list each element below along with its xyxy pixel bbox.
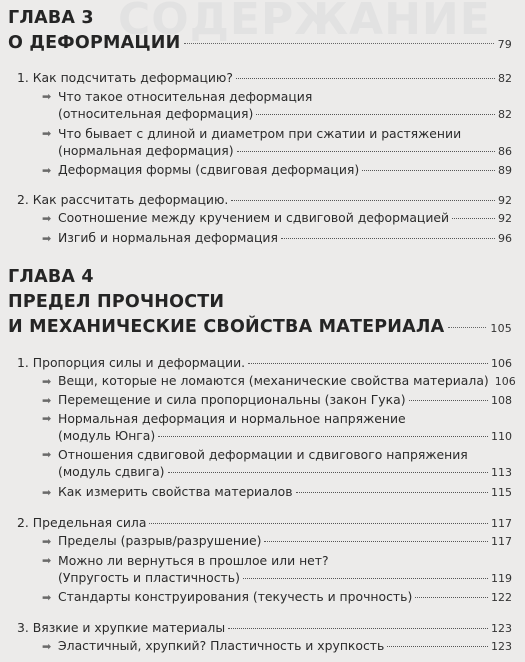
section-title: 3. Вязкие и хрупкие материалы (17, 620, 226, 635)
item-text-line2: (модуль Юнга) (58, 428, 156, 443)
dot-leader (256, 114, 495, 115)
arrow-right-icon: ➡ (42, 212, 52, 225)
dot-leader (231, 200, 495, 201)
arrow-right-icon: ➡ (42, 486, 52, 499)
dot-leader (281, 238, 495, 239)
dot-leader (248, 363, 488, 364)
toc-item[interactable] (42, 210, 512, 227)
item-text: Пределы (разрыв/разрушение) (58, 533, 262, 548)
item-text-line2: (Упругость и пластичность) (58, 570, 240, 585)
arrow-right-icon: ➡ (42, 448, 52, 461)
item-text: Соотношение между кручением и сдвиговой деформацией (58, 210, 450, 225)
section-title: 2. Предельная сила (17, 515, 147, 530)
dot-leader (243, 578, 488, 579)
toc-section[interactable] (17, 620, 512, 637)
arrow-right-icon: ➡ (42, 591, 52, 604)
toc-item[interactable] (42, 446, 512, 481)
section-page: 92 (498, 194, 512, 207)
arrow-right-icon: ➡ (42, 232, 52, 245)
item-text: Деформация формы (сдвиговая деформация) (58, 162, 360, 177)
section-page: 82 (498, 72, 512, 85)
item-text: Как измерить свойства материалов (58, 484, 293, 499)
toc-item[interactable] (42, 552, 512, 587)
item-text: Эластичный, хрупкий? Пластичность и хрупкость (58, 638, 385, 653)
arrow-right-icon: ➡ (42, 554, 52, 567)
item-text-line1: Нормальная деформация и нормальное напряжение (58, 411, 406, 426)
item-page: 122 (491, 591, 512, 604)
chapter-4-title-line2: И МЕХАНИЧЕСКИЕ СВОЙСТВА МАТЕРИАЛА (8, 317, 445, 337)
background-heading: СОДЕРЖАНИЕ (118, 0, 491, 45)
section-page: 123 (491, 622, 512, 635)
item-page: 96 (498, 232, 512, 245)
item-text-line2: (нормальная деформация) (58, 143, 234, 158)
chapter-3-label: ГЛАВА 3 (8, 8, 94, 28)
dot-leader (409, 400, 488, 401)
arrow-right-icon: ➡ (42, 375, 52, 388)
item-text: Стандарты конструирования (текучесть и прочность) (58, 589, 413, 604)
item-text-line2: (модуль сдвига) (58, 464, 165, 479)
toc-item[interactable] (42, 373, 516, 390)
item-text-line1: Отношения сдвиговой деформации и сдвигового напряжения (58, 447, 468, 462)
dot-leader (228, 628, 488, 629)
arrow-right-icon: ➡ (42, 535, 52, 548)
dot-leader (184, 43, 493, 44)
toc-item[interactable] (42, 162, 512, 179)
dot-leader (362, 170, 495, 171)
arrow-right-icon: ➡ (42, 640, 52, 653)
item-page: 92 (498, 212, 512, 225)
arrow-right-icon: ➡ (42, 90, 52, 103)
dot-leader (415, 597, 488, 598)
dot-leader (149, 523, 488, 524)
item-page: 86 (498, 145, 512, 158)
toc-item[interactable] (42, 125, 512, 160)
chapter-3-heading (8, 6, 512, 57)
toc-item[interactable] (42, 484, 512, 501)
toc-item[interactable] (42, 533, 512, 550)
item-page: 113 (491, 466, 512, 479)
toc-item[interactable] (42, 392, 512, 409)
toc-item[interactable] (42, 410, 512, 445)
chapter-4-label: ГЛАВА 4 (8, 267, 94, 287)
chapter-4-title-line1: ПРЕДЕЛ ПРОЧНОСТИ (8, 292, 225, 312)
item-text-line1: Что такое относительная деформация (58, 89, 313, 104)
toc-item[interactable] (42, 88, 512, 123)
toc-item[interactable] (42, 589, 512, 606)
item-text-line1: Можно ли вернуться в прошлое или нет? (58, 553, 329, 568)
item-text-line1: Что бывает с длиной и диаметром при сжатии и растяжении (58, 126, 462, 141)
item-page: 89 (498, 164, 512, 177)
chapter-3-title: О ДЕФОРМАЦИИ (8, 33, 181, 53)
item-text: Вещи, которые не ломаются (механические свойства материала) (58, 373, 489, 388)
dot-leader (296, 492, 488, 493)
section-title: 1. Пропорция силы и деформации. (17, 355, 246, 370)
toc-section[interactable] (17, 192, 512, 209)
item-page: 119 (491, 572, 512, 585)
item-page: 82 (498, 108, 512, 121)
arrow-right-icon: ➡ (42, 394, 52, 407)
dot-leader (237, 151, 495, 152)
section-page: 117 (491, 517, 512, 530)
section-page: 106 (491, 357, 512, 370)
chapter-4-heading (8, 265, 512, 341)
toc-item[interactable] (42, 230, 512, 247)
dot-leader (264, 541, 488, 542)
dot-leader (387, 646, 488, 647)
dot-leader (168, 472, 489, 473)
chapter-3-title-row[interactable] (8, 31, 512, 57)
item-page: 123 (491, 640, 512, 653)
item-text: Изгиб и нормальная деформация (58, 230, 278, 245)
section-title: 1. Как подсчитать деформацию? (17, 70, 233, 85)
item-text: Перемещение и сила пропорциональны (закон Гука) (58, 392, 406, 407)
item-page: 106 (494, 375, 516, 388)
item-page: 110 (491, 430, 512, 443)
dot-leader (452, 218, 495, 219)
chapter-4-page: 105 (490, 322, 512, 335)
item-text-line2: (относительная деформация) (58, 106, 254, 121)
dot-leader (448, 327, 486, 328)
toc-section[interactable] (17, 515, 512, 532)
toc-item[interactable] (42, 638, 512, 655)
arrow-right-icon: ➡ (42, 164, 52, 177)
toc-section[interactable] (17, 355, 512, 372)
item-page: 108 (491, 394, 512, 407)
arrow-right-icon: ➡ (42, 412, 52, 425)
chapter-4-title-row[interactable] (8, 315, 512, 341)
item-page: 115 (491, 486, 512, 499)
dot-leader (236, 78, 495, 79)
section-title: 2. Как рассчитать деформацию. (17, 192, 229, 207)
arrow-right-icon: ➡ (42, 127, 52, 140)
toc-section[interactable] (17, 70, 512, 87)
dot-leader (158, 436, 488, 437)
chapter-3-page: 79 (497, 38, 512, 51)
item-page: 117 (491, 535, 512, 548)
